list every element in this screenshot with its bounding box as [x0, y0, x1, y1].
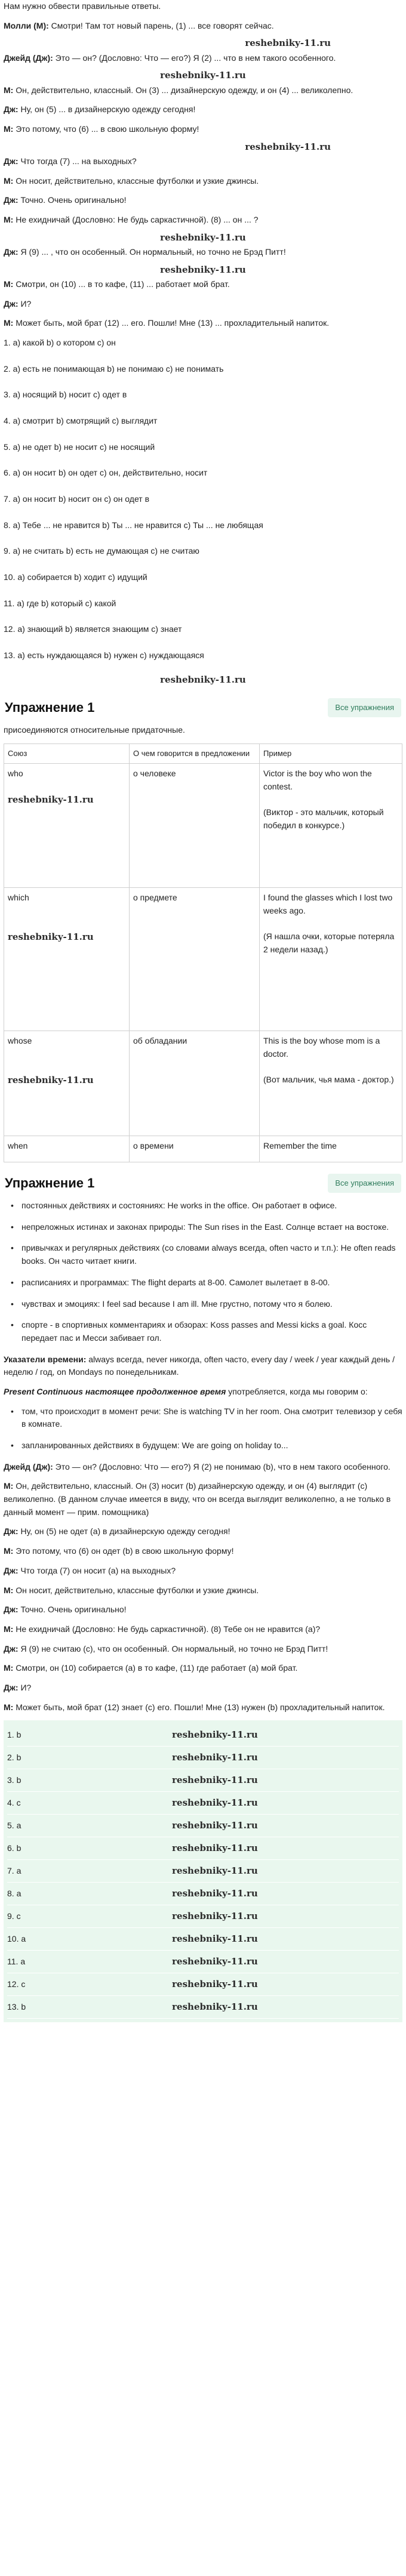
- answer-line: М: Может быть, мой брат (12) знает (c) его. Пошли! Мне (13) нужен (b) прохладительный напиток.: [4, 1702, 385, 1712]
- table-row: [4, 1136, 402, 1162]
- list-item: 4. c reshebniky-11.ru: [7, 1792, 399, 1815]
- answer-line: Джейд (Дж): Это — он? (Дословно: Что — его?) Я (2) не понимаю (b), что в нем такого особенного.: [4, 1461, 390, 1471]
- exercise-title: Упражнение 1: [5, 1175, 95, 1190]
- table-cell: Remember the time: [260, 1136, 402, 1162]
- answer-line: Дж: И?: [4, 1682, 32, 1692]
- option-2: 2. а) есть не понимающая b) не понимаю c) не понимать: [4, 363, 224, 374]
- table-cell: об обладании: [130, 1031, 260, 1136]
- watermark: reshebniky-11.ru: [160, 264, 246, 275]
- watermark: reshebniky-11.ru: [160, 674, 246, 685]
- answer-line: М: Он, действительно, классный. Он (3) носит (b) дизайнерскую одежду, и он (4) выглядит (c) великолепно. (В данном случае имеется в виду, что он всегда выглядит великолепно, а не только в данный момент — прим. помощника): [4, 1481, 391, 1517]
- answer-line: Дж: Что тогда (7) он носит (a) на выходных?: [4, 1565, 176, 1575]
- answer-line: Дж: Ну, он (5) не одет (a) в дизайнерскую одежду сегодня!: [4, 1526, 230, 1537]
- exercise-header: [4, 1168, 402, 1197]
- table-row: [4, 887, 402, 1031]
- option-13: 13. а) есть нуждающаяся b) нужен c) нуждающаяся: [4, 650, 204, 661]
- option-9: 9. а) не считать b) есть не думающая c) не считаю: [4, 546, 199, 556]
- answer-dialogue: [4, 1461, 402, 1714]
- dialogue-line-2: Джейд (Дж): Это — он? (Дословно: Что — его?) Я (2) ... что в нем такого особенного.: [4, 53, 336, 63]
- list-item: • постоянных действиях и состояниях: He works in the office. Он работает в офисе.: [4, 1199, 402, 1213]
- all-exercises-button[interactable]: Все упражнения: [328, 698, 401, 717]
- list-item: • чувствах и эмоциях: I feel sad because I am ill. Мне грустно, потому что я болею.: [4, 1298, 402, 1311]
- list-item: 11. a reshebniky-11.ru: [7, 1951, 399, 1973]
- list-item: 3. b reshebniky-11.ru: [7, 1769, 399, 1792]
- answer-line: М: Смотри, он (10) собирается (a) в то кафе, (11) где работает (a) мой брат.: [4, 1663, 298, 1673]
- table-cell: о времени: [130, 1136, 260, 1162]
- option-8: 8. а) Тебе ... не нравится b) Ты ... не нравится c) Ты ... не любящая: [4, 520, 263, 530]
- dialogue-line-7: М: Он носит, действительно, классные футболки и узкие джинсы.: [4, 175, 259, 186]
- list-item: 5. a reshebniky-11.ru: [7, 1815, 399, 1837]
- option-1: 1. а) какой b) о котором c) он: [4, 337, 116, 347]
- option-4: 4. а) смотрит b) смотрящий c) выглядит: [4, 415, 158, 425]
- answer-line: М: Он носит, действительно, классные футболки и узкие джинсы.: [4, 1585, 259, 1595]
- table-header: Союз: [4, 744, 130, 763]
- list-item: 13. b reshebniky-11.ru: [7, 1996, 399, 2019]
- table-header-row: [4, 744, 402, 763]
- dialogue-line-9: М: Не ехидничай (Дословно: Не будь саркастичной). (8) ... он ... ?: [4, 214, 259, 224]
- dialogue-line-5: М: Это потому, что (6) ... в свою школьную форму!: [4, 124, 199, 134]
- all-exercises-button[interactable]: Все упражнения: [328, 1174, 401, 1193]
- table-header: Пример: [260, 744, 402, 763]
- exercise-title: Упражнение 1: [5, 700, 95, 715]
- list-item: 7. a reshebniky-11.ru: [7, 1860, 399, 1883]
- table-cell: о предмете: [130, 887, 260, 1031]
- table-cell: This is the boy whose mom is a doctor. (Вот мальчик, чья мама - доктор.): [260, 1031, 402, 1136]
- exercise-header: [4, 693, 402, 721]
- list-item: • привычках и регулярных действиях (со словами always всегда, often часто и т.п.): He often reads books. Он часто читает книги.: [4, 1242, 402, 1267]
- table-cell: I found the glasses which I lost two weeks ago. (Я нашла очки, которые потеряла 2 недели назад.): [260, 887, 402, 1031]
- table-cell: о человеке: [130, 763, 260, 887]
- watermark: reshebniky-11.ru: [160, 232, 246, 243]
- dialogue-line-10: Дж: Я (9) ... , что он особенный. Он нормальный, но точно не Брэд Питт!: [4, 246, 286, 257]
- table-cell: when: [4, 1136, 130, 1162]
- option-6: 6. а) он носит b) он одет c) он, действительно, носит: [4, 468, 208, 478]
- dialogue-line-8: Дж: Точно. Очень оригинально!: [4, 195, 127, 205]
- table-header: О чем говорится в предложении: [130, 744, 260, 763]
- answer-line: М: Это потому, что (6) он одет (b) в свою школьную форму!: [4, 1546, 234, 1556]
- answer-line: Дж: Я (9) не считаю (c), что он особенный. Он нормальный, но точно не Брэд Питт!: [4, 1643, 328, 1653]
- list-item: • том, что происходит в момент речи: She is watching TV in her room. Она смотрит телевизор у себя в комнате.: [4, 1405, 402, 1431]
- list-item: 8. a reshebniky-11.ru: [7, 1883, 399, 1905]
- relative-pronouns-table: [4, 744, 402, 1162]
- table-cell: whose reshebniky-11.ru: [4, 1031, 130, 1136]
- table-cell: which reshebniky-11.ru: [4, 887, 130, 1031]
- list-item: 10. a reshebniky-11.ru: [7, 1928, 399, 1951]
- table-cell: Victor is the boy who won the contest. (Виктор - это мальчик, который победил в конкурсе.): [260, 763, 402, 887]
- option-3: 3. а) носящий b) носит c) одет в: [4, 390, 127, 400]
- dialogue-line-6: Дж: Что тогда (7) ... на выходных?: [4, 156, 137, 166]
- answer-options: [4, 337, 402, 687]
- present-simple-uses: [4, 1199, 402, 1345]
- option-5: 5. а) не одет b) не носит c) не носящий: [4, 442, 155, 452]
- table-row: [4, 763, 402, 887]
- watermark: reshebniky-11.ru: [245, 38, 331, 49]
- dialogue: [4, 20, 402, 330]
- option-12: 12. а) знающий b) является знающим c) знает: [4, 624, 182, 634]
- dialogue-line-4: Дж: Ну, он (5) ... в дизайнерскую одежду сегодня!: [4, 104, 196, 115]
- dialogue-line-12: Дж: И?: [4, 298, 32, 308]
- answer-line: Дж: Точно. Очень оригинально!: [4, 1605, 127, 1615]
- option-11: 11. а) где b) который c) какой: [4, 598, 116, 608]
- list-item: • расписаниях и программах: The flight departs at 8-00. Самолет вылетает в 8-00.: [4, 1276, 402, 1289]
- dialogue-line-13: М: Может быть, мой брат (12) ... его. Пошли! Мне (13) ... прохладительный напиток.: [4, 318, 330, 328]
- list-item: 12. c reshebniky-11.ru: [7, 1973, 399, 1996]
- dialogue-line-3: М: Он, действительно, классный. Он (3) ... дизайнерскую одежду, и он (4) ... великолепно.: [4, 85, 353, 95]
- exercise-lead: присоединяются относительные придаточные.: [4, 725, 185, 735]
- watermark: reshebniky-11.ru: [245, 141, 331, 152]
- list-item: 9. c reshebniky-11.ru: [7, 1905, 399, 1928]
- dialogue-line-11: М: Смотри, он (10) ... в то кафе, (11) ... работает мой брат.: [4, 279, 230, 289]
- list-item: • непреложных истинах и законах природы: The Sun rises in the East. Солнце встает на востоке.: [4, 1221, 402, 1234]
- present-continuous-uses: [4, 1405, 402, 1452]
- watermark: reshebniky-11.ru: [160, 70, 246, 81]
- intro-text: Нам нужно обвести правильные ответы.: [4, 1, 161, 11]
- list-item: 6. b reshebniky-11.ru: [7, 1837, 399, 1860]
- table-row: [4, 1031, 402, 1136]
- list-item: 1. b reshebniky-11.ru: [7, 1724, 399, 1747]
- list-item: • спорте - в спортивных комментариях и обзорах: Koss passes and Messi kicks a goal. Косс передает пас и Месси забивает гол.: [4, 1319, 402, 1344]
- present-continuous-intro: Present Continuous настоящее продолженное время употребляется, когда мы говорим о:: [4, 1386, 368, 1396]
- answer-line: М: Не ехидничай (Дословно: Не будь саркастичной). (8) Тебе он не нравится (a)?: [4, 1624, 321, 1634]
- list-item: • запланированных действиях в будущем: We are going on holiday to...: [4, 1439, 402, 1452]
- answers-list: [4, 1720, 402, 2022]
- option-10: 10. а) собирается b) ходит c) идущий: [4, 572, 147, 582]
- list-item: 2. b reshebniky-11.ru: [7, 1747, 399, 1769]
- dialogue-line-1: Молли (М): Смотри! Там тот новый парень, (1) ... все говорят сейчас.: [4, 20, 274, 30]
- table-cell: who reshebniky-11.ru: [4, 763, 130, 887]
- time-markers: Указатели времени: always всегда, never никогда, often часто, every day / week / year каждый день / неделю / год, on Mondays по понедельникам.: [4, 1354, 395, 1377]
- option-7: 7. а) он носит b) носит он c) он одет в: [4, 494, 150, 504]
